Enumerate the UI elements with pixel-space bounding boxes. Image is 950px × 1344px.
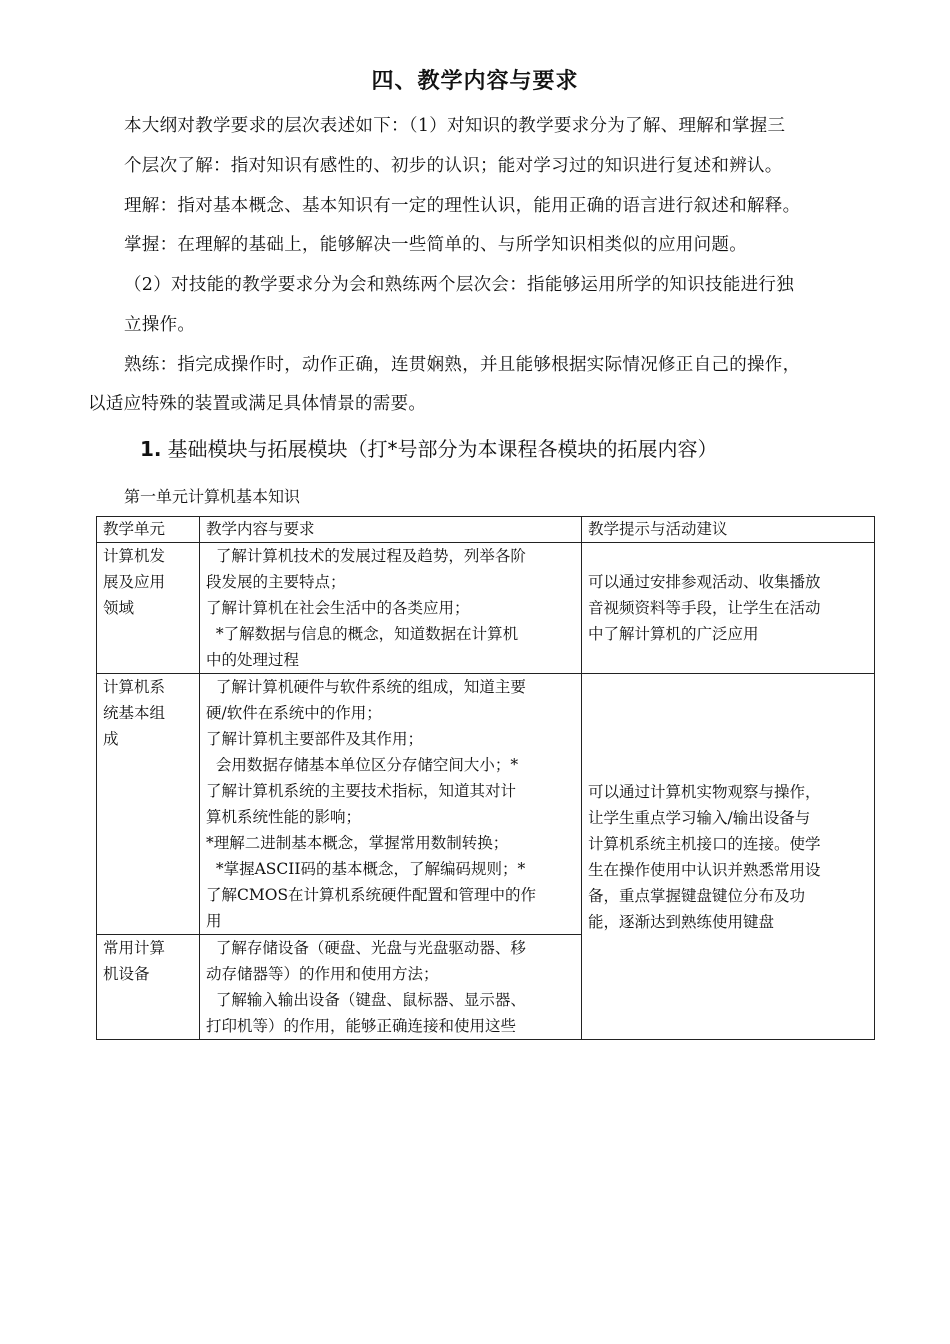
cell-line: 成: [103, 730, 119, 748]
page-title: 四、教学内容与要求: [371, 69, 579, 94]
cell-line: 了解计算机硬件与软件系统的组成，知道主要: [206, 678, 526, 696]
unit-title: 第一单元计算机基本知识: [124, 487, 301, 506]
cell-line: 展及应用: [103, 573, 166, 591]
cell-line: 计算机发: [103, 547, 166, 565]
cell-line: 生在操作使用中认识并熟悉常用设: [588, 860, 821, 879]
cell-line: 能，逐渐达到熟练使用键盘: [588, 912, 775, 931]
cell-line: 打印机等）的作用，能够正确连接和使用这些: [206, 1017, 517, 1035]
unit-cell: [97, 935, 200, 1040]
cell-line: 了解计算机系统的主要技术指标，知道其对计: [206, 782, 517, 800]
content-cell: [200, 935, 582, 1040]
cell-line: *了解数据与信息的概念，知道数据在计算机: [206, 625, 519, 643]
cell-line: 动存储器等）的作用和使用方法；: [206, 965, 439, 983]
cell-line: 了解计算机在社会生活中的各类应用；: [206, 599, 470, 617]
cell-line: 段发展的主要特点；: [206, 573, 346, 591]
content-cell: [200, 543, 582, 674]
intro-line: 理解：指对基本概念、基本知识有一定的理性认识，能用正确的语言进行叙述和解释。: [124, 196, 801, 216]
header-cell: 教学单元: [97, 517, 200, 543]
table-row: [97, 543, 875, 674]
cell-line: 计算机系统主机接口的连接。使学: [588, 834, 821, 853]
cell-line: 机设备: [103, 965, 150, 983]
cell-line: 计算机系: [103, 678, 166, 696]
cell-line: 可以通过计算机实物观察与操作，: [588, 782, 821, 801]
intro-line: 本大纲对教学要求的层次表述如下：（1）对知识的教学要求分为了解、理解和掌握三: [124, 116, 786, 136]
cell-line: 了解计算机主要部件及其作用；: [206, 730, 424, 748]
cell-line: 了解计算机技术的发展过程及趋势，列举各阶: [206, 547, 526, 565]
cell-line: 统基本组: [103, 704, 166, 722]
intro-line: 熟练：指完成操作时，动作正确，连贯娴熟，并且能够根据实际情况修正自己的操作，: [124, 355, 801, 375]
unit-cell: [97, 543, 200, 674]
syllabus-table: [96, 516, 875, 1040]
cell-line: 了解CMOS在计算机系统硬件配置和管理中的作: [206, 886, 537, 904]
intro-line: （2）对技能的教学要求分为会和熟练两个层次会：指能够运用所学的知识技能进行独: [124, 275, 795, 295]
tips-cell: [582, 674, 875, 1040]
section-title: 基础模块与拓展模块（打*号部分为本课程各模块的拓展内容）: [167, 437, 718, 461]
cell-line: 音视频资料等手段，让学生在活动: [588, 599, 821, 617]
cell-line: 中的处理过程: [206, 651, 300, 669]
unit-cell: [97, 674, 200, 935]
cell-line: 可以通过安排参观活动、收集播放: [588, 573, 821, 591]
content-cell: [200, 674, 582, 935]
intro-line: 立操作。: [124, 315, 196, 335]
intro-line: 掌握：在理解的基础上，能够解决一些简单的、与所学知识相类似的应用问题。: [124, 235, 747, 255]
intro-line: 个层次了解：指对知识有感性的、初步的认识；能对学习过的知识进行复述和辨认。: [124, 156, 783, 176]
cell-line: 领域: [103, 599, 135, 617]
header-cell: 教学提示与活动建议: [582, 517, 875, 543]
header-cell: 教学内容与要求: [200, 517, 582, 543]
cell-line: 算机系统性能的影响；: [206, 808, 362, 826]
cell-line: 常用计算: [103, 939, 166, 957]
tips-cell: [582, 543, 875, 674]
cell-line: 了解存储设备（硬盘、光盘与光盘驱动器、移: [206, 939, 526, 957]
section-heading: [140, 433, 718, 462]
table-row: [97, 674, 875, 935]
cell-line: *掌握ASCII码的基本概念，了解编码规则；*: [206, 860, 526, 878]
intro-line: 以适应特殊的装置或满足具体情景的需要。: [88, 394, 427, 414]
table-header-row: [97, 517, 875, 543]
cell-line: 让学生重点学习输入/输出设备与: [588, 808, 811, 827]
cell-line: 用: [206, 912, 222, 930]
cell-line: 硬/软件在系统中的作用；: [206, 704, 382, 722]
cell-line: 了解输入输出设备（键盘、鼠标器、显示器、: [206, 991, 526, 1009]
cell-line: 备，重点掌握键盘键位分布及功: [588, 886, 806, 905]
cell-line: 中了解计算机的广泛应用: [588, 625, 759, 643]
section-number: 1.: [140, 437, 162, 461]
cell-line: *理解二进制基本概念，掌握常用数制转换；: [206, 834, 509, 852]
cell-line: 会用数据存储基本单位区分存储空间大小；*: [206, 756, 519, 774]
